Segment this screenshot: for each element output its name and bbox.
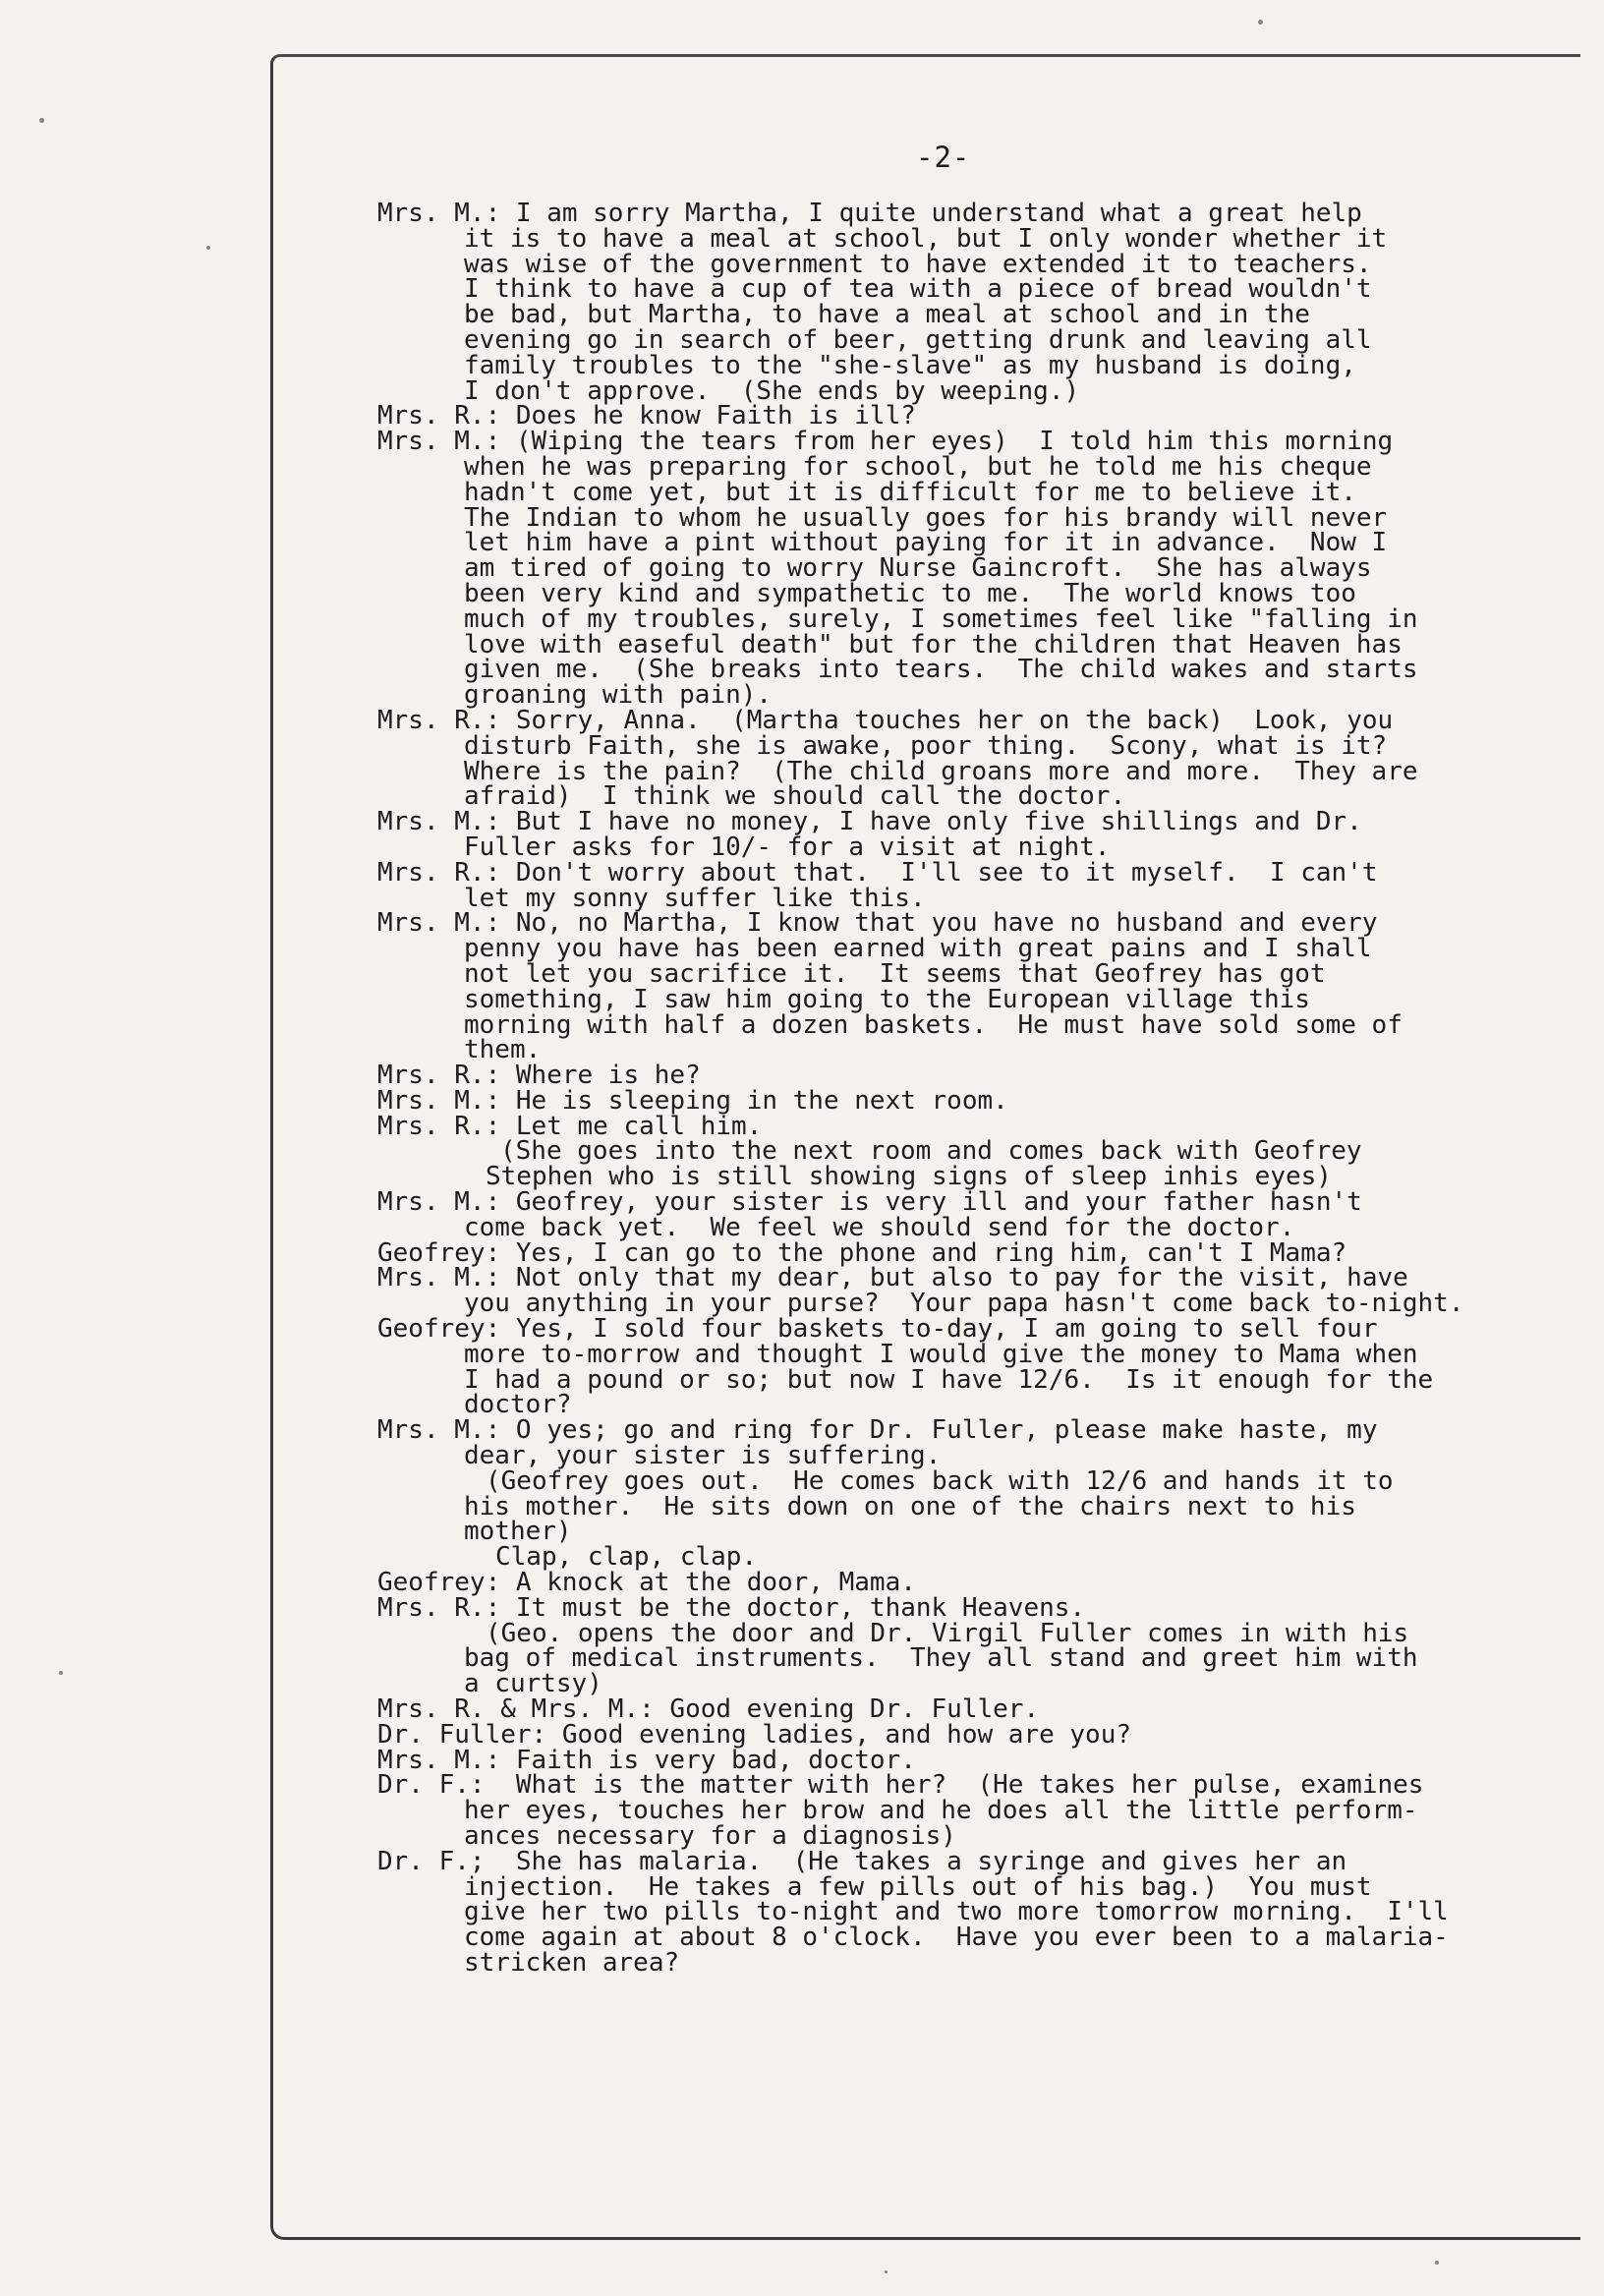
speaker-label: Mrs. M.: xyxy=(377,1415,501,1446)
script-line xyxy=(377,1009,1578,1040)
speaker-label: Mrs. M.: xyxy=(377,1085,501,1116)
line-text: O yes; go and ring for Dr. Fuller, please make haste, my xyxy=(500,1415,1378,1446)
speaker-label: Mrs. R. & Mrs. M.: xyxy=(377,1694,655,1725)
line-text: dear, your sister is suffering. xyxy=(464,1441,942,1471)
line-text: afraid) I think we should call the doctor. xyxy=(464,781,1126,812)
line-text: given me. (She breaks into tears. The child wakes and starts xyxy=(464,655,1418,685)
line-text: Stephen who is still showing signs of sleep inhis eyes) xyxy=(486,1162,1332,1192)
line-text: Yes, I can go to the phone and ring him, can't I Mama? xyxy=(500,1237,1347,1268)
line-text: (She goes into the next room and comes back with Geofrey xyxy=(500,1136,1362,1167)
line-text: I don't approve. (She ends by weeping.) xyxy=(464,375,1080,406)
line-text: (Geo. opens the door and Dr. Virgil Fuller comes in with his xyxy=(486,1618,1409,1648)
line-text: when he was preparing for school, but he told me his cheque xyxy=(464,451,1372,482)
line-text: mother) xyxy=(464,1517,572,1547)
line-text: morning with half a dozen baskets. He must have sold some of xyxy=(464,1009,1403,1040)
script-body xyxy=(377,201,1578,1977)
line-text: I am sorry Martha, I quite understand what a great help xyxy=(500,199,1362,228)
script-line xyxy=(377,1947,1578,1978)
line-text: injection. He takes a few pills out of his bag.) You must xyxy=(464,1871,1372,1902)
line-text: Yes, I sold four baskets to-day, I am going to sell four xyxy=(500,1314,1378,1345)
line-text: evening go in search of beer, getting drunk and leaving all xyxy=(464,324,1372,355)
line-text: She has malaria. (He takes a syringe and gives her an xyxy=(485,1846,1347,1876)
line-text: No, no Martha, I know that you have no husband and every xyxy=(500,908,1378,939)
speaker-label: Mrs. M.: xyxy=(377,908,501,939)
line-text: Good evening Dr. Fuller. xyxy=(654,1694,1040,1725)
speaker-label: Mrs. R.: xyxy=(377,401,501,431)
line-text: Geofrey, your sister is very ill and your father hasn't xyxy=(500,1187,1362,1218)
line-text: bag of medical instruments. They all stand and greet him with xyxy=(464,1643,1418,1674)
line-text: groaning with pain). xyxy=(464,680,773,711)
line-text: stricken area? xyxy=(464,1947,680,1978)
line-text: love with easeful death" but for the children that Heaven has xyxy=(464,629,1403,660)
line-text: Let me call him. xyxy=(500,1111,763,1141)
line-text: Sorry, Anna. (Martha touches her on the back) Look, you xyxy=(500,705,1394,735)
speaker-label: Dr. Fuller: xyxy=(377,1719,547,1750)
line-text: What is the matter with her? (He takes her pulse, examines xyxy=(485,1770,1424,1801)
line-text: doctor? xyxy=(464,1390,572,1420)
line-text: Not only that my dear, but also to pay for the visit, have xyxy=(500,1263,1408,1293)
speaker-label: Mrs. R.: xyxy=(377,1111,501,1141)
line-text: disturb Faith, she is awake, poor thing. Scony, what is it? xyxy=(464,730,1388,761)
line-text: It must be the doctor, thank Heavens. xyxy=(500,1592,1086,1623)
line-text: A knock at the door, Mama. xyxy=(500,1568,916,1598)
speaker-label: Geofrey: xyxy=(377,1237,501,1268)
line-text: give her two pills to-night and two more tomorrow morning. I'll xyxy=(464,1897,1449,1927)
speaker-label: Mrs. M.: xyxy=(377,1745,501,1775)
line-text: her eyes, touches her brow and he does all the little perform- xyxy=(464,1796,1418,1826)
line-text: He is sleeping in the next room. xyxy=(500,1085,1008,1116)
speaker-label: Mrs. R.: xyxy=(377,1061,501,1091)
line-text: penny you have has been earned with great pains and I shall xyxy=(464,934,1372,964)
speaker-label: Mrs. R.: xyxy=(377,1592,501,1623)
line-text: something, I saw him going to the European village this xyxy=(464,984,1310,1014)
line-text: been very kind and sympathetic to me. The world knows too xyxy=(464,578,1356,608)
line-text: Where is the pain? (The child groans more and more. They are xyxy=(464,756,1418,786)
line-text: But I have no money, I have only five shillings and Dr. xyxy=(500,807,1362,837)
speaker-label: Mrs. M.: xyxy=(377,1187,501,1218)
line-text: am tired of going to worry Nurse Gaincroft. She has always xyxy=(464,553,1372,584)
line-text: much of my troubles, surely, I sometimes feel like "falling in xyxy=(464,603,1418,634)
speaker-label: Dr. F.: xyxy=(377,1770,486,1801)
line-text: (Wiping the tears from her eyes) I told him this morning xyxy=(500,427,1394,457)
line-text: Fuller asks for 10/- for a visit at night. xyxy=(464,832,1111,862)
line-text: come back yet. We feel we should send for the doctor. xyxy=(464,1212,1295,1242)
speaker-label: Dr. F.; xyxy=(377,1846,486,1876)
line-text: family troubles to the "she-slave" as my husband is doing, xyxy=(464,350,1356,380)
line-text: a curtsy) xyxy=(464,1669,602,1699)
line-text: them. xyxy=(464,1035,542,1065)
line-text: come again at about 8 o'clock. Have you ever been to a malaria- xyxy=(464,1923,1449,1953)
line-text: Faith is very bad, doctor. xyxy=(500,1745,916,1775)
line-text: not let you sacrifice it. It seems that Geofrey has got xyxy=(464,958,1326,989)
line-text: his mother. He sits down on one of the chairs next to his xyxy=(464,1491,1356,1521)
line-text: Where is he? xyxy=(500,1061,701,1091)
line-text: I had a pound or so; but now I have 12/6. Is it enough for the xyxy=(464,1364,1434,1395)
line-text: Good evening ladies, and how are you? xyxy=(546,1719,1132,1750)
line-text: was wise of the government to have extended it to teachers. xyxy=(464,249,1372,279)
line-text: be bad, but Martha, to have a meal at school and in the xyxy=(464,300,1310,330)
speaker-label: Geofrey: xyxy=(377,1314,501,1345)
speaker-label: Mrs. M.: xyxy=(377,199,501,228)
speaker-label: Mrs. M.: xyxy=(377,427,501,457)
line-text: let my sonny suffer like this. xyxy=(464,883,926,913)
line-text: Don't worry about that. I'll see to it myself. I can't xyxy=(500,857,1378,888)
line-text: you anything in your purse? Your papa hasn't come back to-night. xyxy=(464,1289,1464,1319)
speaker-label: Mrs. R.: xyxy=(377,857,501,888)
line-text: more to-morrow and thought I would give the money to Mama when xyxy=(464,1339,1418,1369)
line-text: I think to have a cup of tea with a piece of bread wouldn't xyxy=(464,274,1372,305)
page-number: -2- xyxy=(916,141,971,174)
speaker-label: Geofrey: xyxy=(377,1568,501,1598)
line-text: it is to have a meal at school, but I only wonder whether it xyxy=(464,223,1388,254)
speaker-label: Mrs. M.: xyxy=(377,807,501,837)
line-text: Clap, clap, clap. xyxy=(495,1542,758,1573)
line-text: ances necessary for a diagnosis) xyxy=(464,1821,956,1851)
line-text: hadn't come yet, but it is difficult for me to believe it. xyxy=(464,477,1356,507)
line-text: let him have a pint without paying for it in advance. Now I xyxy=(464,528,1388,558)
speaker-label: Mrs. M.: xyxy=(377,1263,501,1293)
speaker-label: Mrs. R.: xyxy=(377,705,501,735)
line-text: The Indian to whom he usually goes for his brandy will never xyxy=(464,502,1388,533)
line-text: Does he know Faith is ill? xyxy=(500,401,916,431)
line-text: (Geofrey goes out. He comes back with 12/6 and hands it to xyxy=(486,1465,1394,1496)
